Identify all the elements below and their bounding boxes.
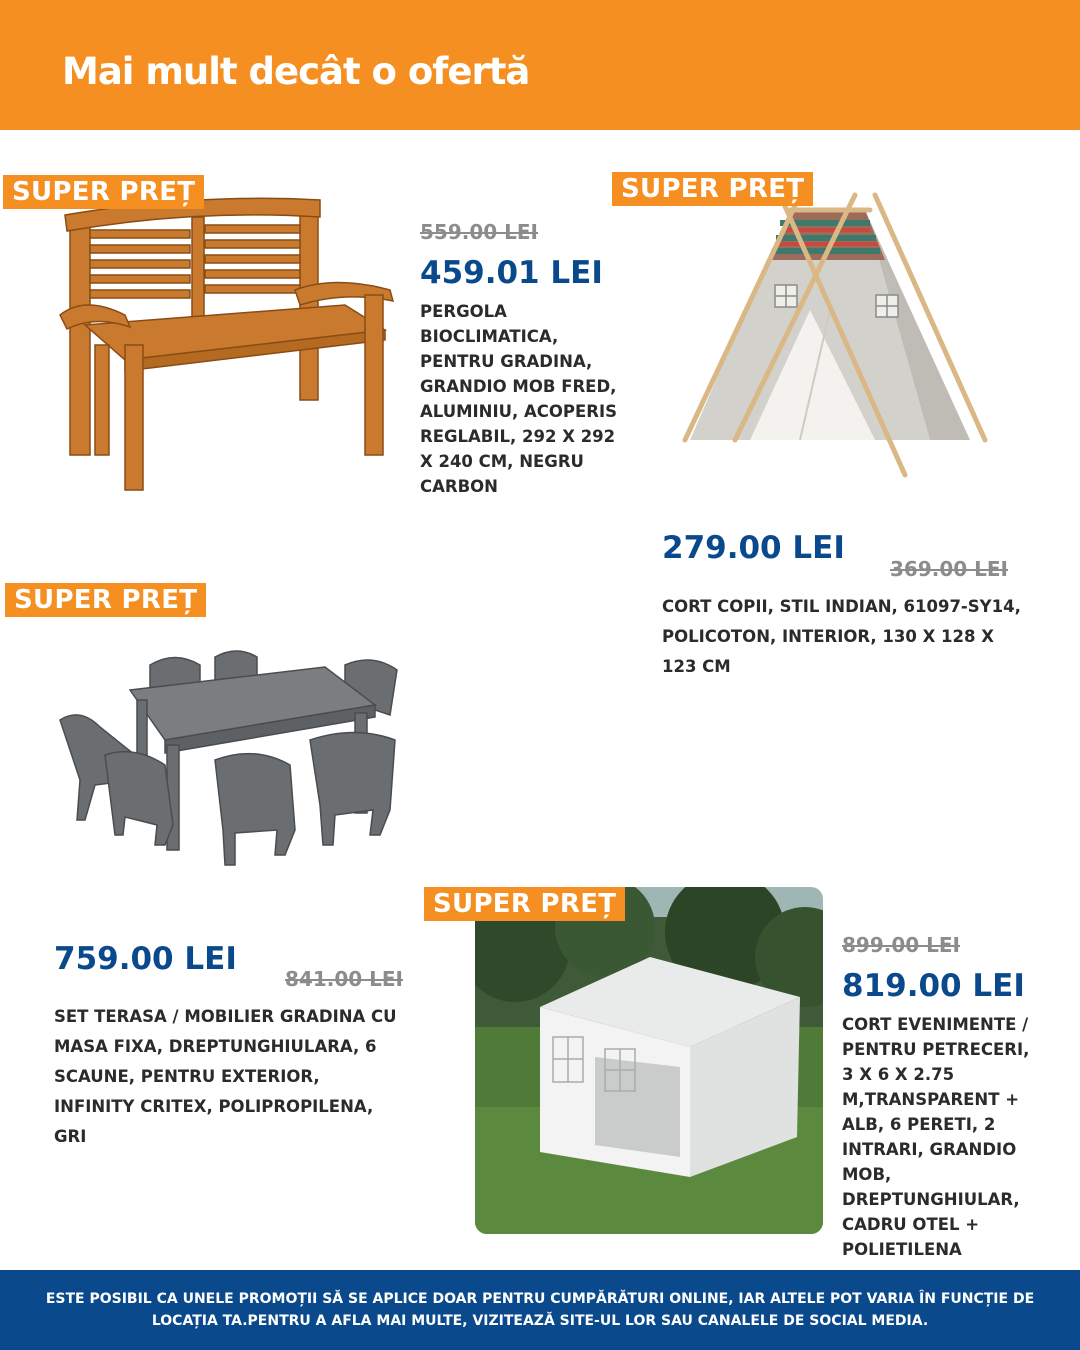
new-price: 459.01 LEI: [420, 255, 603, 291]
old-price: 559.00 LEI: [420, 220, 538, 244]
new-price: 759.00 LEI: [54, 941, 237, 977]
old-price: 899.00 LEI: [842, 933, 960, 957]
new-price: 279.00 LEI: [662, 530, 845, 566]
event-tent-photo[interactable]: [475, 887, 823, 1234]
old-price: 369.00 LEI: [890, 557, 1008, 581]
header-banner: [0, 0, 1080, 130]
super-price-badge: SUPER PREȚ: [5, 583, 206, 617]
patio-set-image[interactable]: [55, 645, 405, 870]
old-price: 841.00 LEI: [285, 967, 403, 991]
super-price-badge: SUPER PREȚ: [424, 887, 625, 921]
page-title: Mai mult decât o ofertă: [62, 50, 530, 93]
footer-disclaimer-bar: [0, 1270, 1080, 1350]
super-price-badge: SUPER PREȚ: [3, 175, 204, 209]
new-price: 819.00 LEI: [842, 968, 1025, 1004]
product-description: CORT COPII, STIL INDIAN, 61097-SY14, POLICOTON, INTERIOR, 130 X 128 X 123 CM: [662, 597, 1021, 676]
bench-image[interactable]: [55, 195, 400, 495]
super-price-badge: SUPER PREȚ: [612, 172, 813, 206]
product-description: SET TERASA / MOBILIER GRADINA CU MASA FIXA, DREPTUNGHIULARA, 6 SCAUNE, PENTRU EXTERIOR, INFINITY CRITEX, POLIPROPILENA, GRI: [54, 1007, 397, 1146]
product-description: CORT EVENIMENTE / PENTRU PETRECERI, 3 X 6 X 2.75 M,TRANSPARENT + ALB, 6 PERETI, 2 INTRARI, GRANDIO MOB, DREPTUNGHIULAR, CADRU OTEL + POLIETILENA: [842, 1015, 1030, 1259]
product-description: PERGOLA BIOCLIMATICA, PENTRU GRADINA, GRANDIO MOB FRED, ALUMINIU, ACOPERIS REGLABIL, 292 X 292 X 240 CM, NEGRU CARBON: [420, 302, 618, 496]
footer-disclaimer: ESTE POSIBIL CA UNELE PROMOȚII SĂ SE APLICE DOAR PENTRU CUMPĂRĂTURI ONLINE, IAR ALTELE POT VARIA ÎN FUNCȚIE DE LOCAȚIA TA.PENTRU A AFLA MAI MULTE, VIZITEAZĂ SITE-UL LOR SAU CANALELE DE SOCIAL MEDIA.: [45, 1291, 1035, 1329]
kids-tent-image[interactable]: [680, 190, 990, 490]
